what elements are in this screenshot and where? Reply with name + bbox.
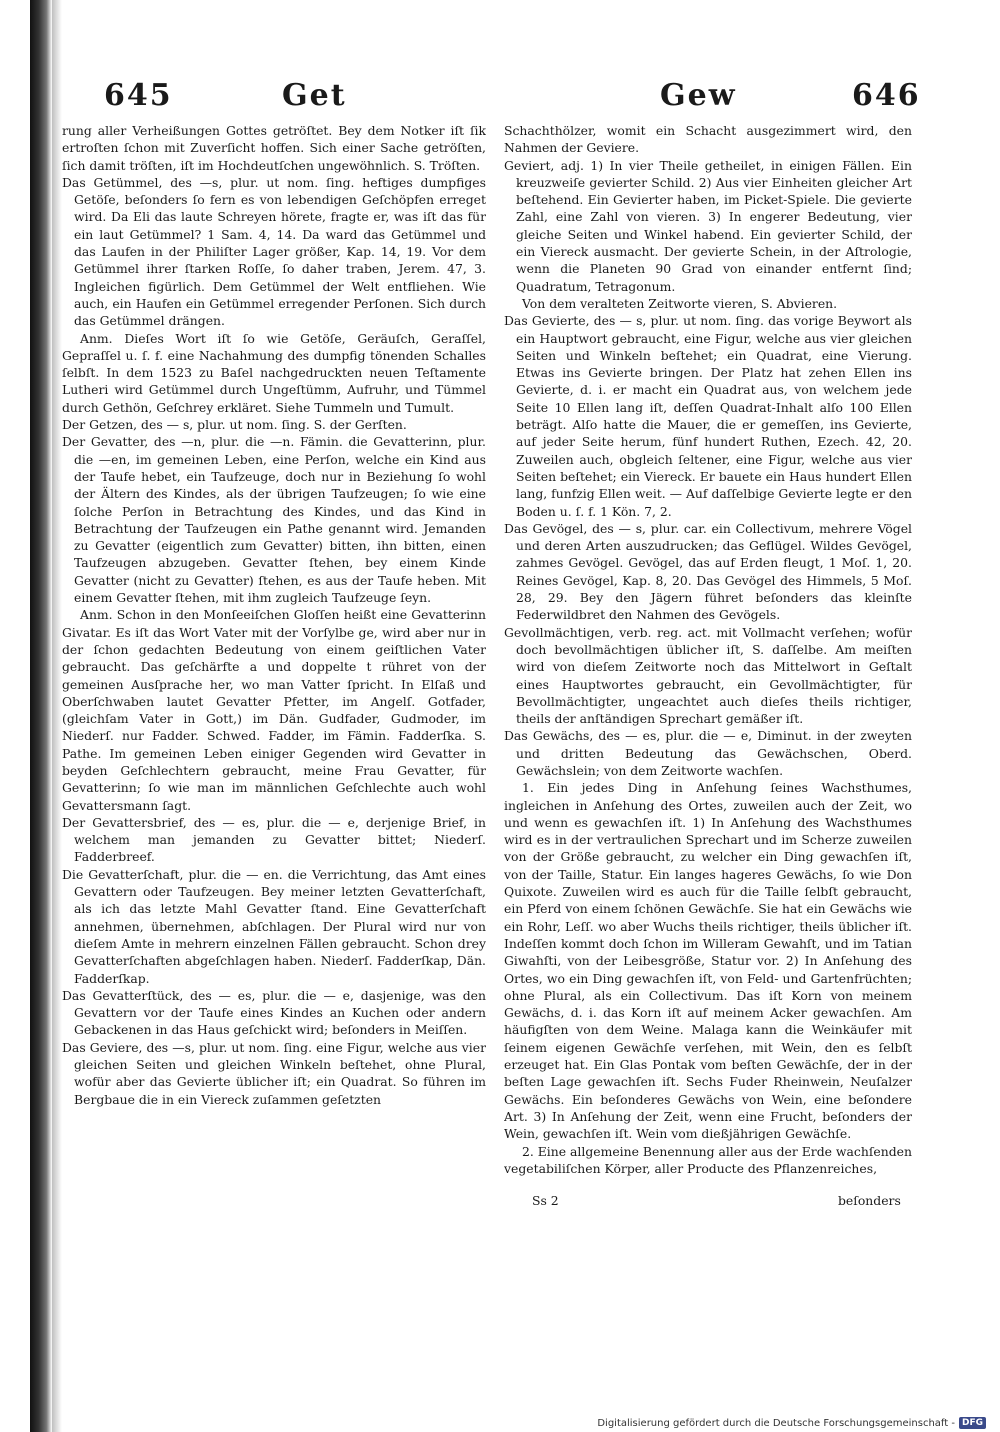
paragraph: Der Gevatter, des —n, plur. die —n. Fämin. die Gevatterinn, plur. die —en, im gemeinen Leben, eine Perſon, welche ein Kind aus der Taufe hebet, ein Taufzeuge, doch nur in Beziehung ſo wohl der Ältern des Kindes, als der übrigen Taufzeugen; ſo wie eine ſolche Perſon in Betrachtung des Kindes, und das Kind in Betrachtung der Taufzeugen ein Pathe genannt wird. Jemanden zu Gevatter (eigentlich zum Gevatter) bitten, ihn bitten, einen Taufzeugen abzugeben. Gevatter ſtehen, bey einem Kinde Gevatter (nicht zu Gevatter) ſtehen, es aus der Taufe heben. Mit einem Gevatter ſtehen, mit ihm zugleich Taufzeuge ſeyn. — [62, 434, 486, 606]
paragraph: Anm. Schon in den Monſeeiſchen Gloſſen heißt eine Gevatterinn Givatar. Es iſt das Wort Vater mit der Vorſylbe ge, wird aber nur in der ſchon gedachten Bedeutung von einem geiſtlichen Vater gebraucht. Das geſchärfte a und doppelte t rühret von der gemeinen Ausſprache her, wo man Vatter ſpricht. In Elſaß und Oberſchwaben lautet Gevatter Pfetter, im Angelſ. Gotfader, (gleichſam Vater in Gott,) im Dän. Gudfader, Gudmoder, im Niederſ. nur Fadder. Schwed. Fadder, im Fämin. Fadderſka. S. Pathe. Im gemeinen Leben einiger Gegenden wird Gevatter in beyden Geſchlechtern gebraucht, meine Frau Gevatter, für Gevatterinn; ſo wie man im männlichen Geſchlechte auch wohl Gevattersmann ſagt. — [62, 607, 486, 813]
spine-shadow — [52, 0, 62, 1432]
paragraph: Anm. Dieſes Wort iſt ſo wie Getöſe, Geräuſch, Geraſſel, Gepraſſel u. ſ. f. eine Nachahmung des dumpfig tönenden Schalles ſelbſt. In dem 1523 zu Baſel nachgedruckten neuen Teſtamente Lutheri wird Getümmel durch Ungeſtümm, Aufruhr, und Tümmel durch Gethön, Geſchrey erkläret. Siehe Tummeln und Tumult. — [62, 330, 486, 415]
page-number-left: 645 — [104, 78, 173, 113]
paragraph: Die Gevatterſchaft, plur. die — en. die Verrichtung, das Amt eines Gevattern oder Taufzeugen. Bey meiner letzten Gevatterſchaft, als ich das letzte Mahl Gevatter ſtand. Eine Gevatterſchaft annehmen, übernehmen, abſchlagen. Der Plural wird nur von dieſem Amte in mehrern einzelnen Fällen gebraucht. Schon drey Gevatterſchaften abgeſchlagen haben. Niederſ. Fadderſkap, Dän. Fadderſkap. — [62, 866, 486, 986]
catchword: beſonders — [838, 1193, 901, 1208]
page-number-right: 646 — [852, 78, 921, 113]
paragraph: Das Gevierte, des — s, plur. ut nom. ſing. das vorige Beywort als ein Hauptwort gebraucht, eine Figur, welche aus vier gleichen Seiten und Winkeln beſtehet; ein Quadrat, eine Vierung. Etwas ins Gevierte bringen. Der Platz hat zehen Ellen ins Gevierte, d. i. er macht ein Quadrat aus, von welchem jede Seite 10 Ellen lang iſt, deſſen Quadrat-Inhalt alſo 100 Ellen beträgt. Alſo hatte die Mauer, die er gemeſſen, ins Gevierte, auf jeder Seite herum, fünf hundert Ruthen, Ezech. 42, 20. Zuweilen auch, obgleich ſeltener, eine Figur, welche aus vier Seiten beſtehet; ein Viereck. Er bauete ein Haus hundert Ellen lang, funfzig Ellen weit. — Auf daſſelbige Gevierte legte er den Boden u. ſ. f. 1 Kön. 7, 2. — [504, 313, 912, 519]
paragraph: Das Gewächs, des — es, plur. die — e, Diminut. in der zweyten und dritten Bedeutung das Gewächschen, Oberd. Gewächslein; von dem Zeitworte wachſen. — [504, 728, 912, 778]
paragraph: Das Getümmel, des —s, plur. ut nom. ſing. heftiges dumpfiges Getöſe, beſonders ſo fern es von lebendigen Geſchöpfen erreget wird. Da Eli das laute Schreyen hörete, fragte er, was iſt das für ein laut Getümmel? 1 Sam. 4, 14. Da ward das Getümmel und das Laufen in der Philiſter Lager größer, Kap. 14, 19. Vor dem Getümmel ihrer ſtarken Roſſe, ſo daher traben, Jerem. 47, 3. Ingleichen figürlich. Dem Getümmel der Welt entfliehen. Wie auch, ein Haufen ein Getümmel erregender Perſonen. Sich durch das Getümmel drängen. — [62, 174, 486, 329]
paragraph: Geviert, adj. 1) In vier Theile getheilet, in einigen Fällen. Ein kreuzweiſe gevierter Schild. 2) Aus vier Einheiten gleicher Art beſtehend. Ein Gevierter haben, im Picket-Spiele. Die gevierte Zahl, eine Zahl von vieren. 3) In engerer Bedeutung, vier gleiche Seiten und Winkel habend. Ein gevierter Schild, der ein Viereck ausmacht. Der gevierte Schein, in der Aſtrologie, wenn die Planeten 90 Grad von einander entfernt ſind; Quadratum, Tetragonum. — [504, 157, 912, 294]
paragraph: Schachthölzer, womit ein Schacht ausgezimmert wird, den Nahmen der Geviere. — [504, 123, 912, 156]
dfg-logo: DFG — [959, 1417, 986, 1429]
footer-credit: Digitalisierung gefördert durch die Deutsche Forschungsgemeinschaft - — [597, 1417, 955, 1429]
paragraph: Der Getzen, des — s, plur. ut nom. ſing. S. der Gerſten. — [62, 417, 407, 433]
paragraph: Von dem veralteten Zeitworte vieren, S. Abvieren. — [522, 295, 838, 311]
paragraph: Das Geviere, des —s, plur. ut nom. ſing. eine Figur, welche aus vier gleichen Seiten und gleichen Winkeln beſtehet, ohne Plural, wofür aber das Gevierte üblicher iſt; ein Quadrat. So führen im Bergbaue die in ein Viereck zuſammen geſetzten — [62, 1039, 486, 1107]
paragraph: 1. Ein jedes Ding in Anſehung ſeines Wachsthumes, ingleichen in Anſehung des Ortes, zuweilen auch der Zeit, wo und wenn es gewachſen iſt. 1) In Anſehung des Wachsthumes wird es in der vertraulichen Sprechart und im Scherze zuweilen von der Größe gebraucht, zu welcher ein Ding gewachſen iſt, von der Taille, Statur. Ein langes hageres Gewächs, ſo wie Don Quixote. Zuweilen wird es auch für die Taille ſelbſt gebraucht, ein Pferd von einem ſchönen Gewächſe. Sie hat ein Gewächs wie ein Rohr, Leſſ. wo aber Wuchs theils richtiger, theils üblicher iſt. Indeſſen kommt doch ſchon im Willeram Gewahſt, und im Tatian Giwahſti, von der Leibesgröße, Statur vor. 2) In Anſehung des Ortes, wo ein Ding gewachſen iſt, von Feld- und Gartenfrüchten; ohne Plural, als ein Collectivum. Das iſt Korn von meinem Gewächs, d. i. das Korn iſt auf meinem Acker gewachſen. Am häufigſten von dem Weine. Malaga kann die Weinkäufer mit ſeinem eigenen Gewächſe verſehen, mit Wein, den es ſelbſt erzeuget hat. Ein Glas Pontak vom beſten Gewächſe, der in der beſten Lage gewachſen iſt. Sechs Fuder Rheinwein, Neuſalzer Gewächs. Ein beſonderes Gewächs von Wein, eine beſondere Art. 3) In Anſehung der Zeit, wenn eine Frucht, beſonders der Wein, gewachſen iſt. Wein vom dießjährigen Gewächſe. — [504, 780, 912, 1142]
paragraph: Das Gevögel, des — s, plur. car. ein Collectivum, mehrere Vögel und deren Arten auszudrucken; das Geflügel. Wildes Gevögel, zahmes Gevögel. Gevögel, das auf Erden fleugt, 1 Moſ. 1, 20. Reines Gevögel, Kap. 8, 20. Das Gevögel des Himmels, 5 Moſ. 28, 29. Bey den Jägern führet beſonders das kleinſte Federwildbret den Nahmen des Gevögels. — [504, 520, 912, 623]
right-column — [504, 122, 912, 1207]
paragraph: Gevollmächtigen, verb. reg. act. mit Vollmacht verſehen; wofür doch bevollmächtigen üblicher iſt, S. daſſelbe. Am meiſten wird von dieſem Zeitworte noch das Mittelwort in Geſtalt eines Hauptwortes gebraucht, ein Gevollmächtigter, für Bevollmächtigter, ungeachtet auch dieſes theils richtiger, theils der anſtändigen Sprechart gemäßer iſt. — [504, 624, 912, 727]
signature-mark: Ss 2 — [532, 1193, 559, 1208]
book-spine — [30, 0, 52, 1432]
left-column — [62, 122, 486, 1207]
paragraph: Das Gevatterſtück, des — es, plur. die — e, dasjenige, was den Gevattern vor der Taufe eines Kindes an Kuchen oder andern Gebackenen in das Haus geſchickt wird; beſonders in Meiſſen. — [62, 987, 486, 1038]
paragraph: rung aller Verheißungen Gottes getröſtet. Bey dem Notker iſt ſik ertroſten ſchon mit Zuverſicht hoffen. Sich einer Sache getröſten, ſich damit tröſten, iſt im Hochdeutſchen ungewöhnlich. S. Tröſten. — [62, 123, 486, 173]
footer — [597, 1415, 986, 1431]
paragraph: 2. Eine allgemeine Benennung aller aus der Erde wachſenden vegetabiliſchen Körper, aller Producte des Pflanzenreiches, — [504, 1143, 912, 1176]
paragraph: Der Gevattersbrief, des — es, plur. die — e, derjenige Brief, in welchem man jemanden zu Gevatter bittet; Niederſ. Fadderbreef. — [62, 814, 486, 865]
running-head-right: Gew — [660, 78, 737, 113]
running-head-left: Get — [282, 78, 347, 113]
page-header — [0, 78, 1000, 128]
